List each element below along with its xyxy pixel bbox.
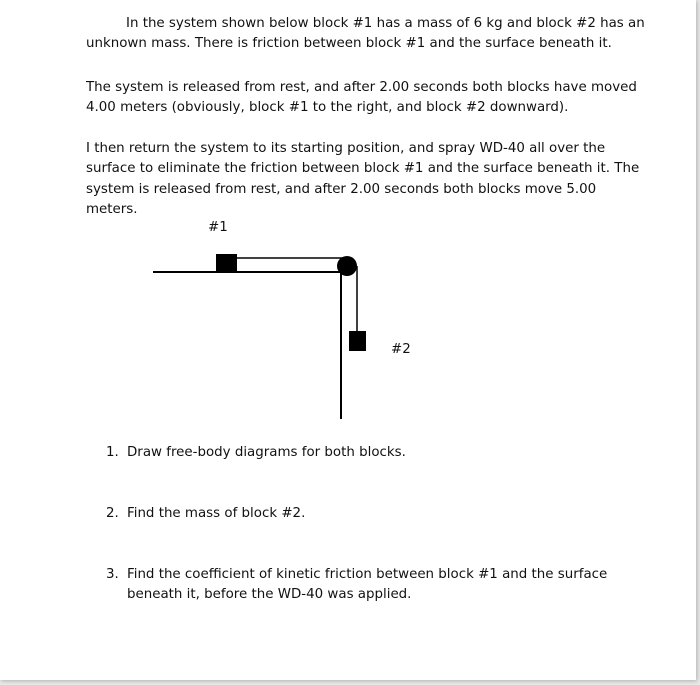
problem-trial-1: The system is released from rest, and after 2.00 seconds both blocks have moved 4.00 meters (obviously, block #1 to the right, and block #2 downward). — [86, 80, 637, 116]
question-1 — [106, 443, 626, 463]
question-number: 3. — [106, 567, 119, 582]
question-2 — [106, 504, 626, 524]
block-2 — [349, 331, 366, 351]
question-text: Find the mass of block #2. — [127, 506, 306, 521]
problem-trial-2: I then return the system to its starting position, and spray WD-40 all over the surface to eliminate the friction between block #1 and the surface beneath it. The system is released from rest, and after 2.00 seconds both blocks move 5.00 meters. — [86, 141, 640, 218]
pulley — [337, 256, 357, 276]
problem-intro: In the system shown below block #1 has a mass of 6 kg and block #2 has an unknown mass. There is friction between block #1 and the surface beneath it. — [86, 16, 645, 52]
block-1 — [216, 254, 237, 272]
question-3 — [106, 565, 626, 606]
question-number: 1. — [106, 445, 119, 460]
question-text: Draw free-body diagrams for both blocks. — [127, 445, 406, 460]
block-2-label: #2 — [391, 342, 411, 357]
question-text: Find the coefficient of kinetic friction between block #1 and the surface beneath it, before the WD-40 was applied. — [127, 567, 608, 603]
question-number: 2. — [106, 506, 119, 521]
block-1-label: #1 — [208, 220, 228, 235]
